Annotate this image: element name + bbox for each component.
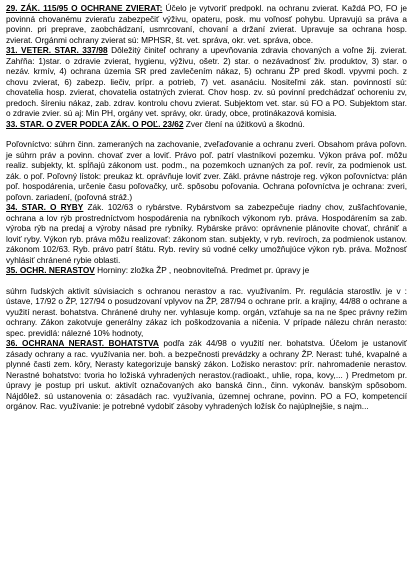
section-35 [6, 265, 407, 276]
section-31-text: Dôležitý činiteľ ochrany a upevňovania zdravia chovaných a voľne žij. zvierat. Zahŕňa: 1)star. o zdravie zvierat, hygienu, výživu, ošetr. 2) star. o nezávadnosť živ. produktov, 3) star. o nezáv. krmív, 4) ochrana územia SR pred zavlečením nákaz, 5) ochranu ŽP pred škodl. vpyvmi poch. z chovu zvierat, 6) zabezp. liečiv, prípr. a potrieb, 7) vet. asanáciu. Nositeľmi zák. stan. povinností sú: chovatelia hosp. zvierat, chovatelia ostatných zvierat. Chov hosp. zv. sú povinní predchádzať ochoreniu zv, predoch. šíreniu nákaz, zab. zdrav. kontrolu chovu zvierat. Subjektom vet. star. sú FO a PO. Subjektom star. o zdravie zvier. sú aj: Min PH, orgány vet. správy, okr. úrady, obce, protinákazová komisia. [6, 45, 407, 118]
nerasty-continued-text: súhrn ľudských aktivít súvisiacich s ochranou nerastov a rac. využívaním. Pr. regulácia starostliv. je v : ústave, 17/92 o ŽP, 127/94 o posudzovaní vplyvov na ŽP, 287/94 o ochrane prír. a krajiny, 44/88 o ochrane a využití nerast. bohatstva. Chránené druhy ner. vyhlasuje komp. orgán, vzťahuje sa na ne špec právny režim ochrany. Zákon zakotvuje generálny zákaz ich poškodzovania a ničenia. V prípade nálezu chrán nerasto: spec. previdlá: nálezné 10% hodnoty, [6, 285, 407, 338]
section-33-heading: 33. STAR. O ZVER PODĽA ZÁK. O POĽ. 23/62 [6, 118, 184, 129]
section-33-text: Zver člení na úžitkovú a škodnú. [183, 118, 305, 129]
section-29-text: Účelo je vytvoriť predpokl. na ochranu zvierat. Každá PO, FO je povinná chovanému zvieraťu zabezpečiť výživu, opateru, posk. mu voľnosť pohybu. Upravujú sa práva a povinn. pri preprave, zaobchádzaní, usmrcovaní, chovaní a držaní zvierat. Upravuje sa ochrana hosp. zvierat. Orgánmi ochrany zvierat sú: MPHSR, št. vet. správa, okr. vet. správa, obce. [6, 3, 407, 45]
section-36-text: podľa zák 44/98 o využití ner. bohatstva. Účelom je ustanoviť zásady ochrany a rac. využívania ner. boh. a bezpečnosti prevádzky a ochrany ŽP. Nerast: tuhé, kvapalné a plynné časti zem. kôry, Nerasty kategorizuje banský zákon. Ložisko nerastov: prír. nahromadenie nerastov. Nerastné bohatstvo: tvoria ho ložiská vyhradených nerastov.(radioakt., uhlie, ropa, kovy,... ) Predmetom pr. úpravy je postup pri uskut. aktivít označovaných ako banská činn., činn. vykonáv. banským spôsobom. Nájdôlež. sú ustanovenia o: zásadách rac. využívania, územnej ochrane, povinn. PO a FO, kompetencií orgánov. Rac. využívanie: je potrebné vydobiť zásoby vyhradených ložísk čo najúplnejšie, s najm... [6, 338, 407, 411]
section-34-text: Zák. 102/63 o rybárstve. Rybárstvom sa zabezpečuje riadny chov, zušľachťovanie, ochrana a lov rýb prostredníctvom hospodárenia na rybníkoch výkonom ryb. práva. Hospodárením sa zab. výroba rýb na predaj a výroby násad pre rybníky. Rybárske právo: oprávnenie plánovite chovať, chrániť a loviť ryby. Výkon ryb. práva môžu realizovať: zákonom stan. subjekty, v ryb. revíroch, za podmienok ustanov. zákonom 102/63. Ryb. právo patrí štátu. Ryb. revíry sú vodné celky umožňujúce výkon ryb. práva. Možnosť vyhlásiť chránené rybie oblasti. [6, 202, 407, 265]
section-29 [6, 3, 407, 45]
section-35-heading: 35. OCHR. NERASTOV [6, 265, 95, 275]
section-33 [6, 119, 407, 130]
blank-gap [6, 129, 407, 139]
section-31-heading: 31. VETER. STAR. 337/98 [6, 45, 108, 55]
section-36-heading: 36. OCHRANA NERAST. BOHATSTVA [6, 338, 159, 348]
section-34 [6, 202, 407, 265]
section-31 [6, 45, 407, 119]
section-polovnictvo [6, 139, 407, 202]
blank-gap [6, 276, 407, 286]
section-29-heading: 29. ZÁK. 115/95 O OCHRANE ZVIERAT: [6, 3, 163, 13]
section-nerasty-continued [6, 286, 407, 339]
section-36 [6, 338, 407, 412]
section-35-text: Horniny: zložka ŽP , neobnoviteľná. Predmet pr. úpravy je [94, 265, 310, 275]
polovnictvo-text: Poľovníctvo: súhrn činn. zameraných na zachovanie, zveľaďovanie a ochranu zveri. Obsahom práva poľovn. je súhrn práv a povinn. chovať zver a loviť. Právo poľ. patrí vlastníkovi pozemku. Výkon práva poľ. môžu realiz. subjekty, kt. spĺňajú zákonom ust. podm., na pozemkoch uznaných za poľ. revír, za podmienok ust. zák. o poľ. Poľovný lístok: preukaz kt. oprávňuje loviť zver. Zákl. právne nástroje reg. výkon poľovníctva: plán poľ. hospodárenia, určenie času poľovačky, urč. spôsobu poľovania. Ochrana poľovníctva je ochrana: zveri, poľovn. zariadení, (poľovná stráž.) [6, 139, 407, 202]
section-34-heading: 34. STAR. O RYBY [6, 202, 84, 212]
